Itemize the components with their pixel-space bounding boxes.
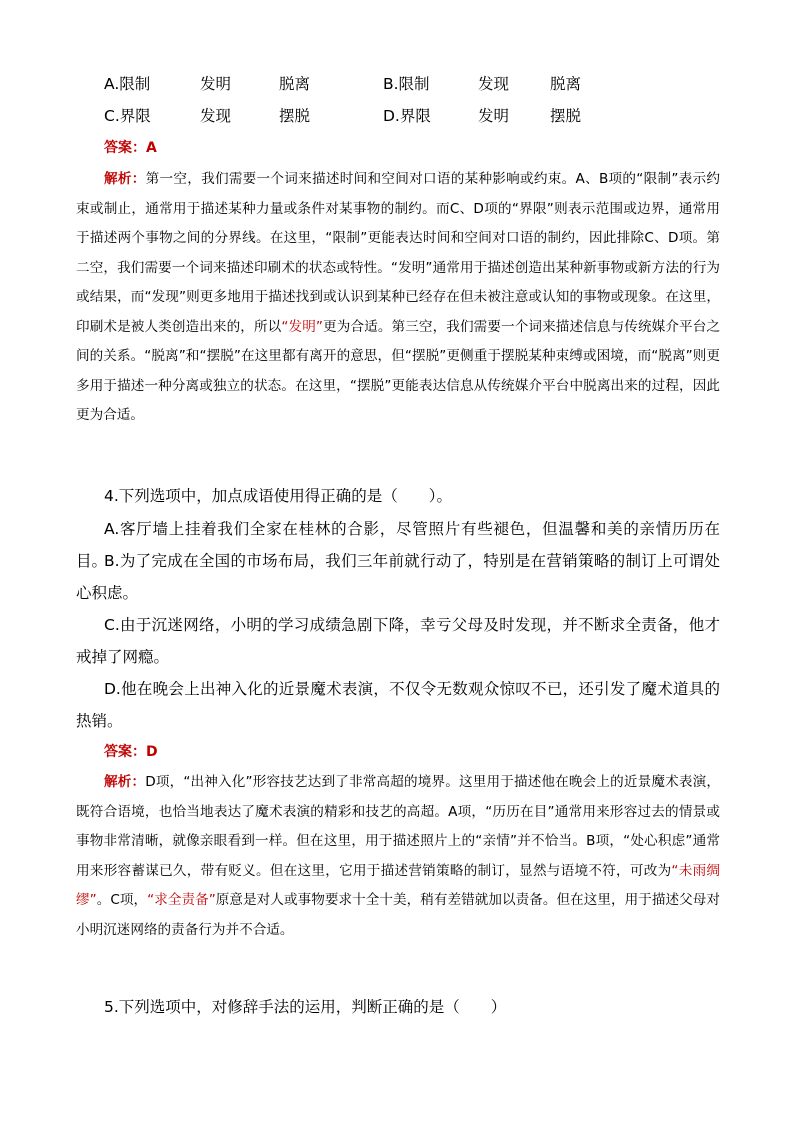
q4-option-b: B.为了完成在全国的市场布局，我们三年前就行动了，特别是在营销策略的制订上可谓处心积虑。 [76, 552, 720, 602]
q4-explanation-highlight-2: “求全责备” [147, 892, 216, 908]
q4-explanation-label: 解析： [104, 774, 146, 790]
q4-answer-value: D [146, 744, 158, 760]
q3-explanation [76, 165, 720, 431]
q3-option-c-word3: 摆脱 [279, 107, 311, 125]
q3-answer-label: 答案： [104, 140, 146, 156]
q4-stem: 4.下列选项中，加点成语使用得正确的是（ ）。 [104, 487, 453, 505]
q4-explanation-text-1: D项，“出神入化”形容技艺达到了非常高超的境界。这里用于描述他在晚会上的近景魔术表演，既符合语境，也恰当地表达了魔术表演的精彩和技艺的高超。A项，“历历在目”通常用来形容过去的情景或事物非常清晰，就像亲眼看到一样。但在这里，用于描述照片上的“亲情”并不恰当。B项，“处心积虑”通常用来形容蓄谋已久，带有贬义。但在这里，它用于描述营销策略的制订，显然与语境不符，可改为 [76, 774, 720, 879]
q3-option-d-word2: 发明 [478, 107, 510, 125]
q3-option-b-word3: 脱离 [550, 75, 582, 93]
q3-explanation-highlight: “发明” [281, 318, 323, 335]
q3-explanation-text-1: 第一空，我们需要一个词来描述时间和空间对口语的某种影响或约束。A、B项的“限制”表示约束或制止，通常用于描述某种力量或条件对某事物的制约。而C、D项的“界限”则表示范围或边界，通常用于描述两个事物之间的分界线。在这里，“限制”更能表达时间和空间对口语的制约，因此排除C、D项。第二空，我们需要一个词来描述印刷术的状态或特性。“发明”通常用于描述创造出某种新事物或新方法的行为或结果，而“发现”则更多地用于描述找到或认识到某种已经存在但未被注意或认知的事物或现象。在这里，印刷术是被人类创造出来的，所以 [76, 171, 720, 335]
q3-option-d-word3: 摆脱 [550, 107, 582, 125]
q4-explanation [76, 768, 720, 945]
q3-option-a-word2: 发明 [200, 75, 232, 93]
q4-option-a: A.客厅墙上挂着我们全家在桂林的合影，尽管照片有些褪色，但温馨和美的亲情历历在目。 [76, 520, 720, 570]
q5-stem: 5.下列选项中，对修辞手法的运用，判断正确的是（ ） [104, 998, 507, 1016]
q3-option-a-word3: 脱离 [279, 75, 311, 93]
q4-explanation-text-3: 原意是对人或事物要求十全十美，稍有差错就加以责备。但在这里，用于描述父母对小明沉迷网络的责备行为并不合适。 [76, 892, 720, 938]
q3-option-c-word2: 发现 [200, 107, 232, 125]
q3-option-c-label: C.界限 [104, 107, 151, 125]
q3-explanation-text-2: 更为合适。第三空，我们需要一个词来描述信息与传统媒介平台之间的关系。“脱离”和“摆脱”在这里都有离开的意思，但“摆脱”更侧重于摆脱某种束缚或困境，而“脱离”则更多用于描述一种分离或独立的状态。在这里，“摆脱”更能表达信息从传统媒介平台中脱离出来的过程，因此更为合适。 [76, 318, 721, 423]
q4-option-d: D.他在晚会上出神入化的近景魔术表演，不仅令无数观众惊叹不已，还引发了魔术道具的热销。 [76, 680, 720, 730]
q3-answer [104, 138, 157, 158]
q3-option-d-label: D.界限 [383, 107, 431, 125]
q4-answer [104, 742, 158, 762]
q4-answer-label: 答案： [104, 744, 146, 760]
q4-explanation-text-2: 。C项， [96, 892, 148, 908]
q3-answer-value: A [146, 140, 157, 156]
q4-option-c: C.由于沉迷网络，小明的学习成绩急剧下降，幸亏父母及时发现，并不断求全责备，他才戒掉了网瘾。 [76, 616, 720, 666]
q3-option-b-word2: 发现 [478, 75, 510, 93]
q3-explanation-label: 解析： [104, 171, 146, 187]
q3-option-b-label: B.限制 [383, 75, 430, 93]
q4-explanation-highlight-1: “未雨绸缪” [76, 862, 721, 908]
q3-option-a-label: A.限制 [104, 75, 151, 93]
